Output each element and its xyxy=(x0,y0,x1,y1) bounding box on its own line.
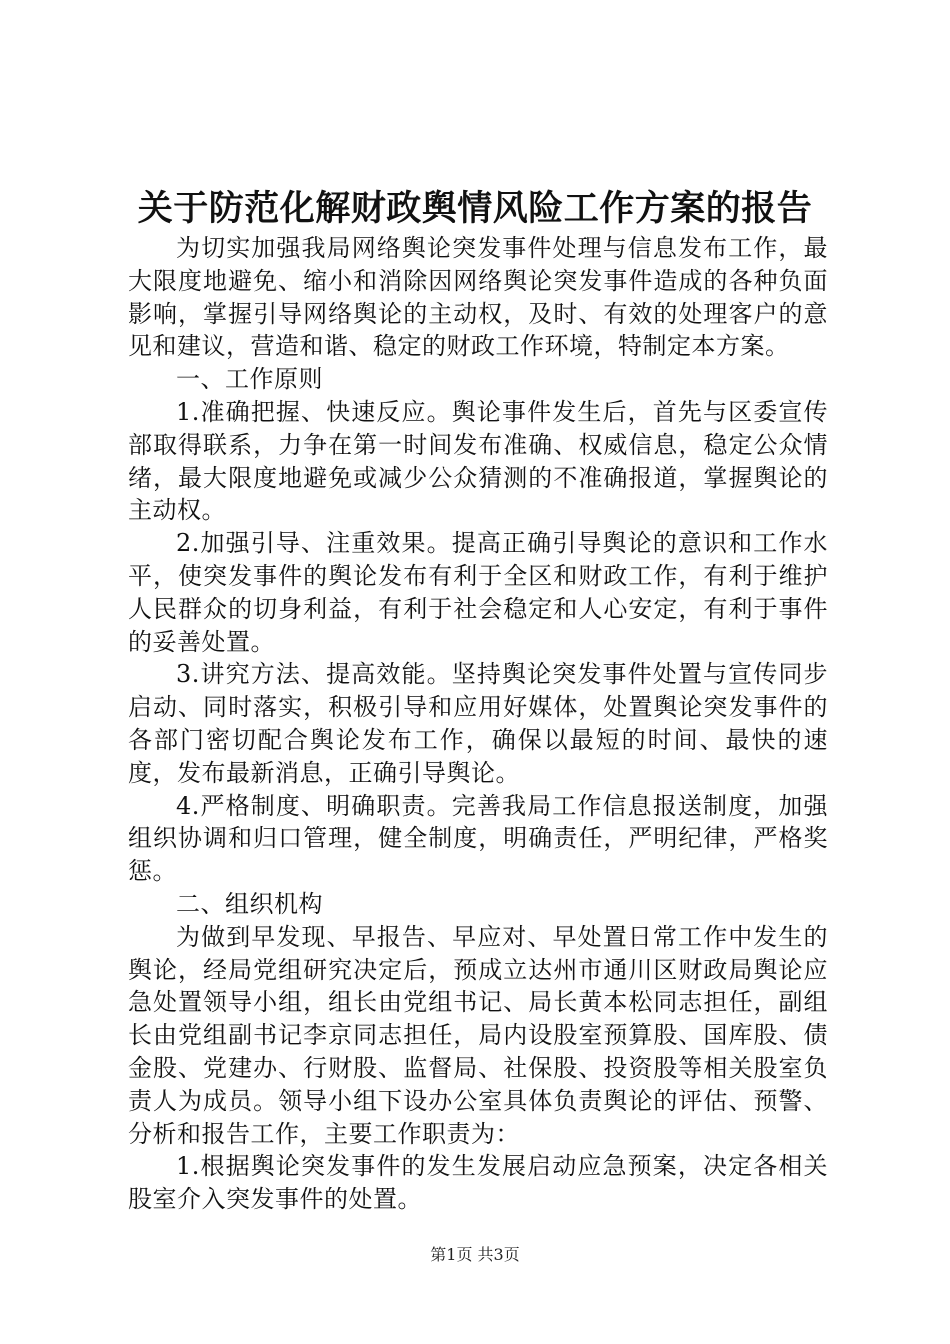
paragraph-principle-1: 1.准确把握、快速反应。舆论事件发生后，首先与区委宣传部取得联系，力争在第一时间发布准确、权威信息，稳定公众情绪，最大限度地避免或减少公众猜测的不准确报道，掌握舆论的主动权。 xyxy=(128,397,828,525)
paragraph-principle-2: 2.加强引导、注重效果。提高正确引导舆论的意识和工作水平，使突发事件的舆论发布有利于全区和财政工作，有利于维护人民群众的切身利益，有利于社会稳定和人心安定，有利于事件的妥善处置。 xyxy=(128,529,828,656)
page-number: 第1页 共3页 xyxy=(430,1245,520,1264)
paragraph-organization: 为做到早发现、早报告、早应对、早处置日常工作中发生的舆论，经局党组研究决定后，预成立达州市通川区财政局舆论应急处置领导小组，组长由党组书记、局长黄本松同志担任，副组长由党组副书记李京同志担任，局内设股室预算股、国库股、债金股、党建办、行财股、监督局、社保股、投资股等相关股室负责人为成员。领导小组下设办公室具体负责舆论的评估、预警、分析和报告工作，主要工作职责为： xyxy=(128,922,828,1148)
paragraph-principle-3: 3.讲究方法、提高效能。坚持舆论突发事件处置与宣传同步启动、同时落实，积极引导和应用好媒体，处置舆论突发事件的各部门密切配合舆论发布工作，确保以最短的时间、最快的速度，发布最新消息，正确引导舆论。 xyxy=(128,660,828,787)
paragraph-principle-4: 4.严格制度、明确职责。完善我局工作信息报送制度，加强组织协调和归口管理，健全制度，明确责任，严明纪律，严格奖惩。 xyxy=(128,791,828,886)
section-heading-principles: 一、工作原则 xyxy=(176,365,323,394)
section-heading-organization: 二、组织机构 xyxy=(176,889,323,918)
paragraph-duty-1: 1.根据舆论突发事件的发生发展启动应急预案，决定各相关股室介入突发事件的处置。 xyxy=(128,1152,828,1214)
paragraph-intro: 为切实加强我局网络舆论突发事件处理与信息发布工作，最大限度地避免、缩小和消除因网络舆论突发事件造成的各种负面影响，掌握引导网络舆论的主动权，及时、有效的处理客户的意见和建议，营造和谐、稳定的财政工作环境，特制定本方案。 xyxy=(128,234,828,361)
document-body xyxy=(128,232,828,1216)
document-title: 关于防范化解财政舆情风险工作方案的报告 xyxy=(137,188,813,229)
